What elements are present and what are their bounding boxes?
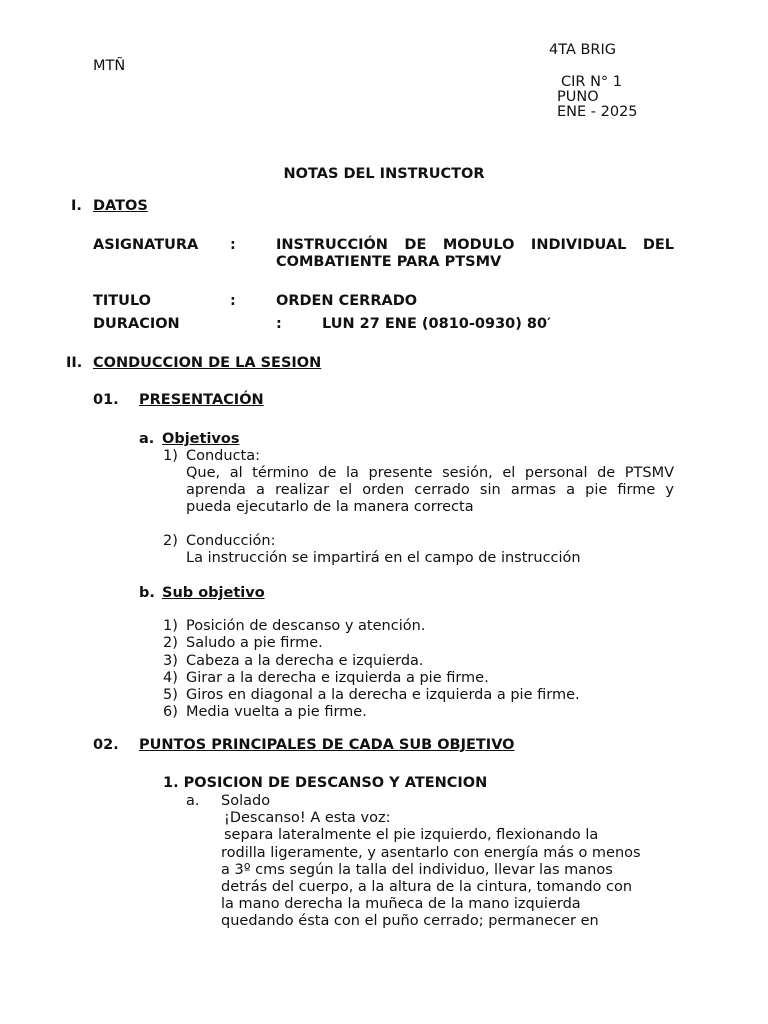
sub-objetivo-item-2-text: Saludo a pie firme. bbox=[186, 635, 323, 651]
objetivo-item-2-line1: La instrucción se impartirá en el campo de instrucción bbox=[186, 550, 581, 566]
punto-1-line-3: a 3º cms según la talla del individuo, llevar las manos bbox=[221, 862, 613, 878]
sub-objetivo-item-5-text: Giros en diagonal a la derecha e izquierda a pie firme. bbox=[186, 687, 580, 703]
section-1-numeral: I. bbox=[71, 198, 82, 214]
sub-objetivo-item-6-text: Media vuelta a pie firme. bbox=[186, 704, 367, 720]
subsection-01-title: PRESENTACIÓN bbox=[139, 392, 264, 408]
sub-objetivo-item-5-number: 5) bbox=[163, 687, 178, 703]
asignatura-value-line1: INSTRUCCIÓN DE MODULO INDIVIDUAL DEL bbox=[276, 237, 674, 253]
header-unit-left: MTÑ bbox=[93, 58, 126, 74]
sub-objetivo-title: Sub objetivo bbox=[162, 585, 265, 601]
punto-1-letter: a. bbox=[186, 793, 200, 809]
header-city: PUNO bbox=[557, 89, 599, 105]
sub-objetivo-item-3-number: 3) bbox=[163, 653, 178, 669]
sub-objetivo-letter: b. bbox=[139, 585, 155, 601]
sub-objetivo-item-3-text: Cabeza a la derecha e izquierda. bbox=[186, 653, 424, 669]
section-1-title: DATOS bbox=[93, 198, 148, 214]
asignatura-label: ASIGNATURA bbox=[93, 237, 199, 253]
objetivo-item-1-number: 1) bbox=[163, 448, 178, 464]
titulo-value: ORDEN CERRADO bbox=[276, 293, 418, 309]
sub-objetivo-item-4-text: Girar a la derecha e izquierda a pie firme. bbox=[186, 670, 489, 686]
sub-objetivo-item-1-number: 1) bbox=[163, 618, 178, 634]
punto-1-line-6: quedando ésta con el puño cerrado; permanecer en bbox=[221, 913, 599, 929]
subsection-01-number: 01. bbox=[93, 392, 119, 408]
document-title: NOTAS DEL INSTRUCTOR bbox=[283, 166, 485, 182]
subsection-02-title: PUNTOS PRINCIPALES DE CADA SUB OBJETIVO bbox=[139, 737, 515, 753]
objetivo-item-2-label: Conducción: bbox=[186, 533, 276, 549]
section-2-title: CONDUCCION DE LA SESION bbox=[93, 355, 322, 371]
punto-1-line-2: rodilla ligeramente, y asentarlo con energía más o menos bbox=[221, 845, 641, 861]
duracion-label: DURACION bbox=[93, 316, 180, 332]
asignatura-colon: : bbox=[230, 237, 236, 253]
objetivo-item-1-line3: pueda ejecutarlo de la manera correcta bbox=[186, 499, 474, 515]
objetivo-item-2-number: 2) bbox=[163, 533, 178, 549]
punto-1-line-1: separa lateralmente el pie izquierdo, flexionando la bbox=[224, 827, 599, 843]
punto-1-title: 1. POSICION DE DESCANSO Y ATENCION bbox=[163, 775, 488, 791]
objetivo-item-1-label: Conducta: bbox=[186, 448, 261, 464]
objetivo-item-1-line1: Que, al término de la presente sesión, el personal de PTSMV bbox=[186, 465, 674, 481]
punto-1-line-5: la mano derecha la muñeca de la mano izquierda bbox=[221, 896, 581, 912]
objetivo-item-1-line2: aprenda a realizar el orden cerrado sin armas a pie firme y bbox=[186, 482, 674, 498]
sub-objetivo-item-6-number: 6) bbox=[163, 704, 178, 720]
punto-1-label: Solado bbox=[221, 793, 271, 809]
sub-objetivo-item-1-text: Posición de descanso y atención. bbox=[186, 618, 426, 634]
titulo-label: TITULO bbox=[93, 293, 151, 309]
objetivos-title: Objetivos bbox=[162, 431, 240, 447]
punto-1-command: ¡Descanso! A esta voz: bbox=[224, 810, 391, 826]
duracion-colon: : bbox=[276, 316, 282, 332]
sub-objetivo-item-2-number: 2) bbox=[163, 635, 178, 651]
punto-1-line-4: detrás del cuerpo, a la altura de la cintura, tomando con bbox=[221, 879, 633, 895]
header-date: ENE - 2025 bbox=[557, 104, 638, 120]
header-brigade: 4TA BRIG bbox=[549, 42, 617, 58]
section-2-numeral: II. bbox=[66, 355, 83, 371]
sub-objetivo-item-4-number: 4) bbox=[163, 670, 178, 686]
asignatura-value-line2: COMBATIENTE PARA PTSMV bbox=[276, 254, 502, 270]
objetivos-letter: a. bbox=[139, 431, 155, 447]
titulo-colon: : bbox=[230, 293, 236, 309]
subsection-02-number: 02. bbox=[93, 737, 119, 753]
duracion-value: LUN 27 ENE (0810-0930) 80′ bbox=[322, 316, 551, 332]
header-circular-number: CIR N° 1 bbox=[561, 74, 623, 90]
